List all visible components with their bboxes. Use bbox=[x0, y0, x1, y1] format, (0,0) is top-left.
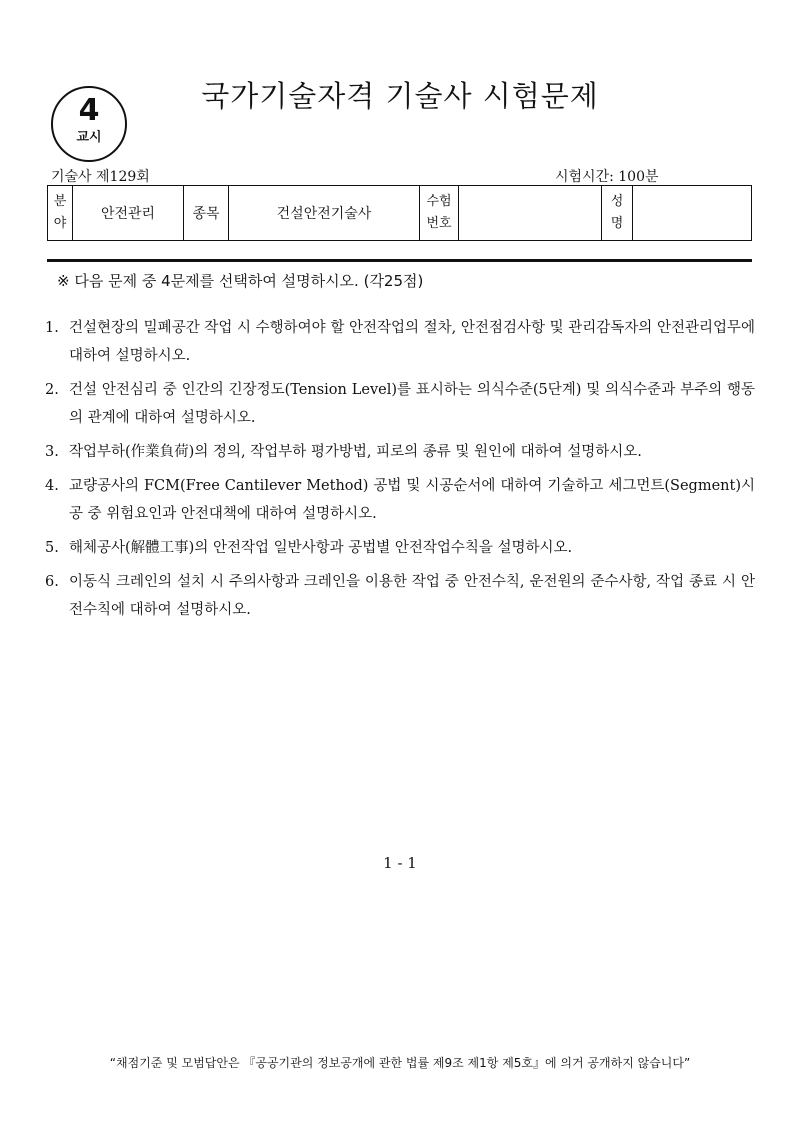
question-text: 건설현장의 밀폐공간 작업 시 수행하여야 할 안전작업의 절차, 안전점검사항 및 관리감독자의 안전관리업무에 대하여 설명하시오. bbox=[69, 320, 755, 364]
question-text: 작업부하(作業負荷)의 정의, 작업부하 평가방법, 피로의 종류 및 원인에 대하여 설명하시오. bbox=[69, 444, 642, 460]
header-divider bbox=[47, 259, 752, 262]
exam-number-label-cell bbox=[420, 186, 459, 241]
field-value: 안전관리 bbox=[73, 186, 184, 241]
session-label: 교시 bbox=[76, 130, 102, 145]
name-label-line-2: 명 bbox=[610, 216, 624, 231]
exam-info-table bbox=[47, 185, 752, 241]
question-item bbox=[45, 438, 755, 466]
field-label-line-1: 분 bbox=[53, 194, 67, 209]
session-number: 4 bbox=[78, 93, 100, 128]
question-list bbox=[45, 314, 755, 630]
question-text: 해체공사(解體工事)의 안전작업 일반사항과 공법별 안전작업수칙을 설명하시오. bbox=[69, 540, 573, 556]
question-number: 4. bbox=[45, 478, 59, 494]
question-text: 이동식 크레인의 설치 시 주의사항과 크레인을 이용한 작업 중 안전수칙, 운전원의 준수사항, 작업 종료 시 안전수칙에 대하여 설명하시오. bbox=[69, 574, 755, 618]
question-number: 1. bbox=[45, 320, 59, 336]
page-number: 1 - 1 bbox=[383, 854, 417, 872]
question-text: 교량공사의 FCM(Free Cantilever Method) 공법 및 시공순서에 대하여 기술하고 세그먼트(Segment)시공 중 위험요인과 안전대책에 대하여 설명하시오. bbox=[69, 478, 755, 522]
page-title: 국가기술자격 기술사 시험문제 bbox=[201, 79, 599, 113]
exam-number-label-line-2: 번호 bbox=[426, 216, 452, 231]
field-label-cell bbox=[48, 186, 73, 241]
question-number: 5. bbox=[45, 540, 59, 556]
category-value: 건설안전기술사 bbox=[229, 186, 420, 241]
question-item bbox=[45, 376, 755, 432]
question-item bbox=[45, 568, 755, 624]
question-item bbox=[45, 314, 755, 370]
exam-number-field bbox=[459, 186, 602, 241]
disclaimer-text: “채점기준 및 모범답안은 『공공기관의 정보공개에 관한 법률 제9조 제1항 제5호』에 의거 공개하지 않습니다” bbox=[109, 1056, 691, 1070]
question-item bbox=[45, 472, 755, 528]
exam-number-label-line-1: 수험 bbox=[426, 194, 452, 209]
field-label-line-2: 야 bbox=[53, 216, 67, 231]
question-number: 2. bbox=[45, 382, 59, 398]
question-number: 6. bbox=[45, 574, 59, 590]
exam-round: 기술사 제129회 bbox=[51, 169, 150, 185]
name-label-line-1: 성 bbox=[610, 194, 624, 209]
instruction-text: ※ 다음 문제 중 4문제를 선택하여 설명하시오. (각25점) bbox=[57, 272, 424, 290]
session-badge bbox=[51, 86, 127, 162]
category-label: 종목 bbox=[184, 186, 229, 241]
question-item bbox=[45, 534, 755, 562]
exam-time: 시험시간: 100분 bbox=[555, 169, 659, 185]
question-number: 3. bbox=[45, 444, 59, 460]
question-text: 건설 안전심리 중 인간의 긴장정도(Tension Level)를 표시하는 의식수준(5단계) 및 의식수준과 부주의 행동의 관계에 대하여 설명하시오. bbox=[69, 382, 755, 426]
name-field bbox=[633, 186, 752, 241]
name-label-cell bbox=[602, 186, 633, 241]
